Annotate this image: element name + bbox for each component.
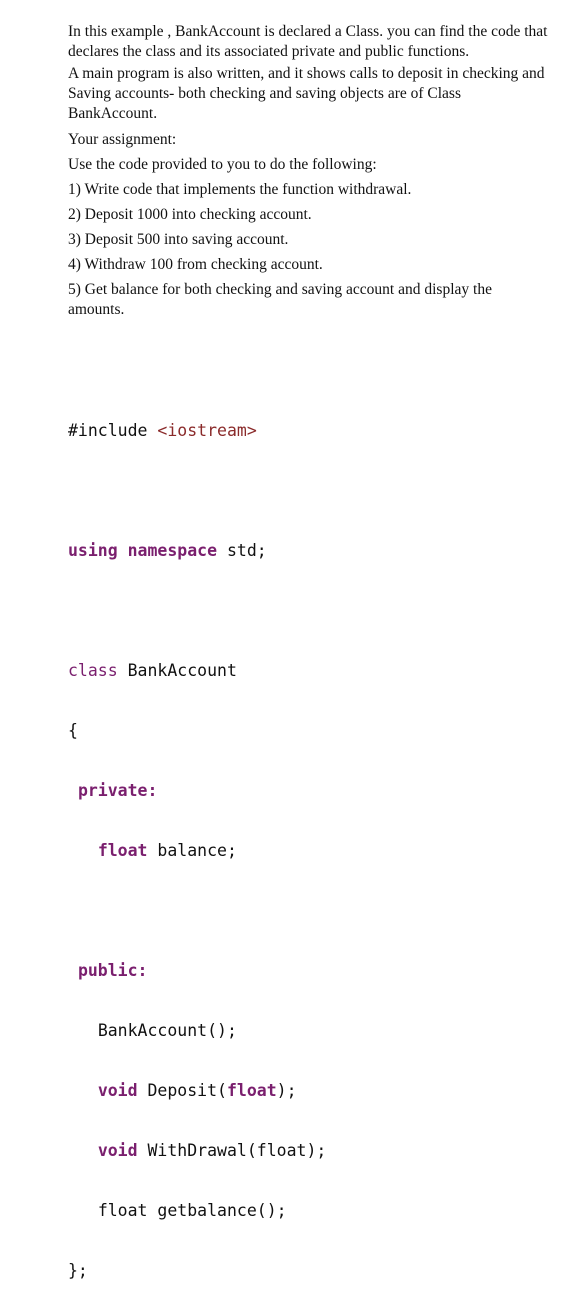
withdrawal-decl: WithDrawal(float); [137,1141,327,1160]
code-line-class [68,661,568,681]
include-target: <iostream> [157,421,257,440]
deposit-param-type: float [226,1081,277,1100]
step-3: 3) Deposit 500 into saving account. [68,231,289,248]
void-keyword-deposit: void [97,1081,138,1100]
constructor-decl: BankAccount(); [97,1021,237,1040]
assignment-heading: Your assignment: [68,131,177,148]
namespace-std: std; [217,541,267,560]
class-name: BankAccount [117,661,237,680]
getbalance-decl: float getbalance(); [97,1201,287,1220]
close-brace: }; [68,1261,88,1280]
code-line-balance [68,841,568,861]
private-label: private: [77,781,158,800]
using-keyword: using [68,541,118,560]
code-line-public [68,961,568,981]
void-keyword-withdrawal: void [97,1141,138,1160]
namespace-keyword: namespace [127,541,218,560]
float-keyword: float [97,841,148,860]
code-line-include [68,421,568,441]
code-line-deposit [68,1081,568,1101]
step-4: 4) Withdraw 100 from checking account. [68,256,323,273]
instruction-line: Use the code provided to you to do the following: [68,156,377,173]
step-2: 2) Deposit 1000 into checking account. [68,206,312,223]
code-line-getbalance [68,1201,568,1221]
code-line-constructor [68,1021,568,1041]
deposit-name: Deposit( [137,1081,227,1100]
step-5: 5) Get balance for both checking and saving account and display the amounts. [68,281,492,318]
public-label: public: [77,961,148,980]
code-line-using [68,541,568,561]
main-program-paragraph: A main program is also written, and it shows calls to deposit in checking and Saving accounts- both checking and saving objects are of Class BankAccount. [68,65,545,122]
balance-declaration: balance; [147,841,237,860]
code-block [68,381,568,1301]
code-line-close-brace [68,1261,568,1281]
open-brace: { [68,721,78,740]
deposit-end: ); [276,1081,297,1100]
assignment-text [68,22,548,325]
include-directive: #include [68,421,148,440]
intro-paragraph: In this example , BankAccount is declared a Class. you can find the code that declares the class and its associated private and public functions. [68,23,548,60]
code-line-open-brace [68,721,568,741]
class-keyword: class [68,661,118,680]
step-1: 1) Write code that implements the function withdrawal. [68,181,412,198]
code-line-private [68,781,568,801]
code-line-withdrawal [68,1141,568,1161]
